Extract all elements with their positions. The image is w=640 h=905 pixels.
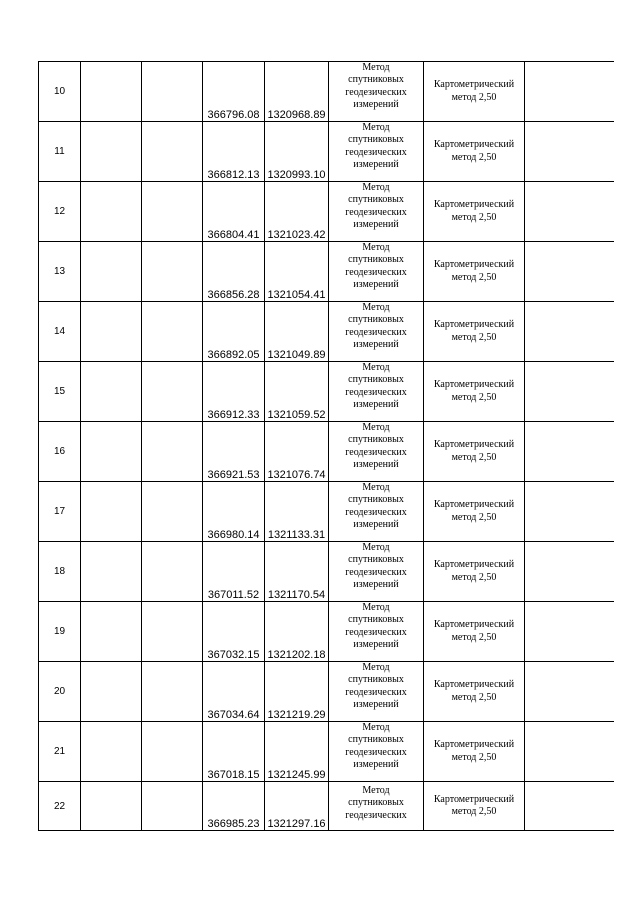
method-text-line: спутниковых — [348, 74, 404, 86]
method-text-line: геодезических — [345, 446, 407, 458]
point-number-cell: 13 — [39, 242, 81, 302]
method-text-line: геодезических — [345, 326, 407, 338]
method-text-line: геодезических — [345, 809, 407, 821]
point-number-cell: 10 — [39, 62, 81, 122]
y-coordinate-cell: 1321133.31 — [265, 482, 329, 542]
point-number-cell: 19 — [39, 602, 81, 662]
method-text-line: Метод — [362, 542, 390, 553]
empty-cell-c — [525, 362, 615, 422]
empty-cell-c — [525, 302, 615, 362]
empty-cell-a — [81, 62, 142, 122]
accuracy-cell — [424, 722, 525, 782]
method-text-line: спутниковых — [348, 674, 404, 686]
table-row — [39, 722, 615, 782]
empty-cell-b — [142, 242, 203, 302]
y-coordinate-cell: 1321202.18 — [265, 602, 329, 662]
method-cell — [329, 542, 424, 602]
point-number-cell: 20 — [39, 662, 81, 722]
empty-cell-a — [81, 542, 142, 602]
method-text-line: измерений — [353, 518, 399, 530]
accuracy-text-line: Картометрический — [433, 793, 515, 805]
y-coordinate-cell: 1321054.41 — [265, 242, 329, 302]
accuracy-text-line: Картометрический — [433, 379, 515, 391]
method-text-line: геодезических — [345, 686, 407, 698]
empty-cell-b — [142, 122, 203, 182]
accuracy-text-line: метод 2,50 — [451, 751, 497, 763]
y-coordinate-cell: 1321245.99 — [265, 722, 329, 782]
point-number-cell: 11 — [39, 122, 81, 182]
y-coordinate-cell: 1321297.16 — [265, 782, 329, 831]
table-row — [39, 302, 615, 362]
method-text-line: геодезических — [345, 146, 407, 158]
x-coordinate-cell: 367034.64 — [203, 662, 265, 722]
method-cell — [329, 182, 424, 242]
x-coordinate-cell: 367032.15 — [203, 602, 265, 662]
accuracy-text-line: метод 2,50 — [451, 571, 497, 583]
method-text-line: спутниковых — [348, 614, 404, 626]
table-row — [39, 122, 615, 182]
empty-cell-a — [81, 602, 142, 662]
method-text-line: измерений — [353, 398, 399, 410]
method-cell — [329, 122, 424, 182]
x-coordinate-cell: 366985.23 — [203, 782, 265, 831]
x-coordinate-cell: 367018.15 — [203, 722, 265, 782]
method-text-line: измерений — [353, 638, 399, 650]
accuracy-cell — [424, 662, 525, 722]
method-text-line: Метод — [362, 602, 390, 613]
y-coordinate-cell: 1321023.42 — [265, 182, 329, 242]
empty-cell-b — [142, 662, 203, 722]
empty-cell-b — [142, 62, 203, 122]
accuracy-text-line: метод 2,50 — [451, 806, 497, 817]
method-cell — [329, 362, 424, 422]
method-text-line: Метод — [362, 722, 390, 733]
point-number-cell: 17 — [39, 482, 81, 542]
coordinates-table — [38, 61, 614, 831]
method-text-line: Метод — [362, 785, 390, 796]
empty-cell-c — [525, 62, 615, 122]
accuracy-cell — [424, 542, 525, 602]
method-cell — [329, 782, 424, 831]
accuracy-text-line: метод 2,50 — [451, 391, 497, 403]
method-text-line: Метод — [362, 362, 390, 373]
method-text-line: спутниковых — [348, 134, 404, 146]
empty-cell-a — [81, 662, 142, 722]
table-row — [39, 662, 615, 722]
accuracy-cell — [424, 302, 525, 362]
empty-cell-b — [142, 722, 203, 782]
accuracy-text-line: метод 2,50 — [451, 631, 497, 643]
point-number-cell: 15 — [39, 362, 81, 422]
document-page — [38, 61, 614, 842]
accuracy-text-line: Картометрический — [433, 319, 515, 331]
method-cell — [329, 302, 424, 362]
method-text-line: спутниковых — [348, 554, 404, 566]
empty-cell-c — [525, 122, 615, 182]
method-text-line: спутниковых — [348, 494, 404, 506]
method-cell — [329, 242, 424, 302]
method-cell — [329, 662, 424, 722]
method-text-line: спутниковых — [348, 734, 404, 746]
x-coordinate-cell: 366804.41 — [203, 182, 265, 242]
method-text-line: геодезических — [345, 266, 407, 278]
method-text-line: геодезических — [345, 86, 407, 98]
method-text-line: Метод — [362, 662, 390, 673]
accuracy-text-line: метод 2,50 — [451, 331, 497, 343]
accuracy-text-line: Картометрический — [433, 439, 515, 451]
accuracy-cell — [424, 182, 525, 242]
empty-cell-b — [142, 782, 203, 831]
table-row — [39, 62, 615, 122]
empty-cell-b — [142, 422, 203, 482]
method-text-line: измерений — [353, 158, 399, 170]
method-cell — [329, 482, 424, 542]
method-text-line: измерений — [353, 458, 399, 470]
accuracy-text-line: Картометрический — [433, 259, 515, 271]
empty-cell-c — [525, 422, 615, 482]
accuracy-text-line: Картометрический — [433, 499, 515, 511]
accuracy-cell — [424, 122, 525, 182]
empty-cell-c — [525, 722, 615, 782]
accuracy-text-line: метод 2,50 — [451, 271, 497, 283]
method-text-line: измерений — [353, 578, 399, 590]
x-coordinate-cell: 366980.14 — [203, 482, 265, 542]
x-coordinate-cell: 366796.08 — [203, 62, 265, 122]
method-cell — [329, 722, 424, 782]
method-text-line: геодезических — [345, 386, 407, 398]
y-coordinate-cell: 1321219.29 — [265, 662, 329, 722]
x-coordinate-cell: 366812.13 — [203, 122, 265, 182]
method-text-line: Метод — [362, 302, 390, 313]
point-number-cell: 14 — [39, 302, 81, 362]
empty-cell-c — [525, 242, 615, 302]
empty-cell-a — [81, 302, 142, 362]
y-coordinate-cell: 1320968.89 — [265, 62, 329, 122]
table-row — [39, 602, 615, 662]
accuracy-text-line: метод 2,50 — [451, 511, 497, 523]
method-text-line: Метод — [362, 182, 390, 193]
point-number-cell: 18 — [39, 542, 81, 602]
table-row — [39, 182, 615, 242]
accuracy-text-line: метод 2,50 — [451, 91, 497, 103]
empty-cell-a — [81, 182, 142, 242]
point-number-cell: 21 — [39, 722, 81, 782]
accuracy-text-line: Картометрический — [433, 139, 515, 151]
method-text-line: Метод — [362, 482, 390, 493]
empty-cell-c — [525, 602, 615, 662]
table-row — [39, 242, 615, 302]
method-text-line: измерений — [353, 698, 399, 710]
empty-cell-a — [81, 122, 142, 182]
empty-cell-a — [81, 362, 142, 422]
empty-cell-a — [81, 782, 142, 831]
y-coordinate-cell: 1320993.10 — [265, 122, 329, 182]
empty-cell-b — [142, 602, 203, 662]
empty-cell-a — [81, 722, 142, 782]
empty-cell-c — [525, 542, 615, 602]
method-text-line: геодезических — [345, 506, 407, 518]
x-coordinate-cell: 366921.53 — [203, 422, 265, 482]
x-coordinate-cell: 366892.05 — [203, 302, 265, 362]
empty-cell-b — [142, 362, 203, 422]
table-row — [39, 782, 615, 831]
empty-cell-b — [142, 482, 203, 542]
y-coordinate-cell: 1321049.89 — [265, 302, 329, 362]
empty-cell-c — [525, 782, 615, 831]
accuracy-cell — [424, 62, 525, 122]
method-text-line: спутниковых — [348, 797, 404, 809]
method-text-line: спутниковых — [348, 194, 404, 206]
method-text-line: спутниковых — [348, 254, 404, 266]
method-text-line: измерений — [353, 338, 399, 350]
accuracy-text-line: Картометрический — [433, 199, 515, 211]
method-cell — [329, 602, 424, 662]
accuracy-text-line: Картометрический — [433, 619, 515, 631]
method-text-line: спутниковых — [348, 374, 404, 386]
point-number-cell: 12 — [39, 182, 81, 242]
empty-cell-c — [525, 662, 615, 722]
table-row — [39, 422, 615, 482]
method-text-line: геодезических — [345, 746, 407, 758]
method-text-line: измерений — [353, 98, 399, 110]
method-text-line: Метод — [362, 62, 390, 73]
accuracy-text-line: метод 2,50 — [451, 451, 497, 463]
accuracy-cell — [424, 782, 525, 831]
accuracy-text-line: Картометрический — [433, 79, 515, 91]
method-text-line: Метод — [362, 242, 390, 253]
accuracy-text-line: Картометрический — [433, 679, 515, 691]
method-text-line: Метод — [362, 422, 390, 433]
empty-cell-b — [142, 542, 203, 602]
x-coordinate-cell: 366912.33 — [203, 362, 265, 422]
method-text-line: геодезических — [345, 566, 407, 578]
accuracy-text-line: Картометрический — [433, 739, 515, 751]
empty-cell-a — [81, 482, 142, 542]
accuracy-text-line: Картометрический — [433, 559, 515, 571]
accuracy-cell — [424, 242, 525, 302]
empty-cell-b — [142, 302, 203, 362]
empty-cell-c — [525, 182, 615, 242]
table-body — [39, 62, 615, 831]
method-cell — [329, 62, 424, 122]
point-number-cell: 22 — [39, 782, 81, 831]
accuracy-cell — [424, 602, 525, 662]
method-text-line: Метод — [362, 122, 390, 133]
table-row — [39, 362, 615, 422]
x-coordinate-cell: 367011.52 — [203, 542, 265, 602]
accuracy-cell — [424, 422, 525, 482]
empty-cell-c — [525, 482, 615, 542]
empty-cell-b — [142, 182, 203, 242]
point-number-cell: 16 — [39, 422, 81, 482]
method-text-line: измерений — [353, 758, 399, 770]
accuracy-text-line: метод 2,50 — [451, 151, 497, 163]
y-coordinate-cell: 1321059.52 — [265, 362, 329, 422]
method-text-line: спутниковых — [348, 434, 404, 446]
method-cell — [329, 422, 424, 482]
empty-cell-a — [81, 242, 142, 302]
method-text-line: геодезических — [345, 206, 407, 218]
x-coordinate-cell: 366856.28 — [203, 242, 265, 302]
accuracy-text-line: метод 2,50 — [451, 691, 497, 703]
method-text-line: измерений — [353, 278, 399, 290]
method-text-line: спутниковых — [348, 314, 404, 326]
accuracy-text-line: метод 2,50 — [451, 211, 497, 223]
accuracy-cell — [424, 482, 525, 542]
empty-cell-a — [81, 422, 142, 482]
method-text-line: геодезических — [345, 626, 407, 638]
y-coordinate-cell: 1321076.74 — [265, 422, 329, 482]
y-coordinate-cell: 1321170.54 — [265, 542, 329, 602]
table-row — [39, 482, 615, 542]
table-row — [39, 542, 615, 602]
accuracy-cell — [424, 362, 525, 422]
method-text-line: измерений — [353, 218, 399, 230]
